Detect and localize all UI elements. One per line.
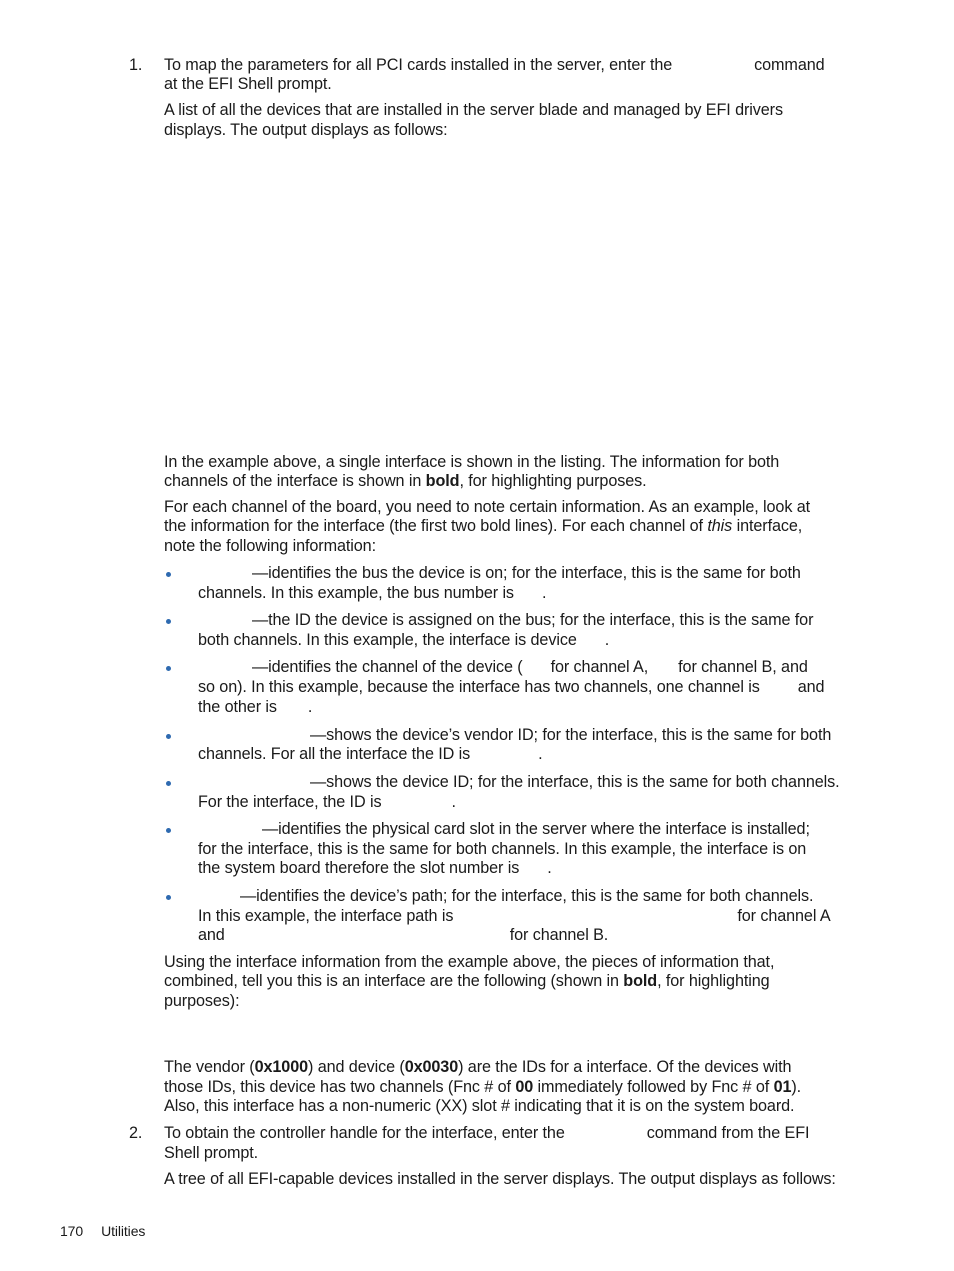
bullet-dot	[166, 781, 171, 786]
page-footer	[60, 1223, 145, 1239]
step-1-para-line-2: displays. The output displays as follows:	[164, 121, 448, 139]
bullet-device-line-2	[198, 631, 866, 651]
bullet-deviceid-text: —shows the device ID; for the interface, this is the same for both channels.	[310, 773, 840, 791]
bullet-device-period: .	[604, 631, 610, 649]
vendor-line-2-tail: ).	[791, 1078, 802, 1096]
bullet-device-text-2: both channels. In this example, the interface is device	[198, 631, 577, 649]
each-channel-line-3: note the following information:	[164, 537, 376, 555]
bullet-function-period: .	[307, 698, 313, 716]
vendor-line-2-text: those IDs, this device has two channels (Fnc # of	[164, 1078, 511, 1096]
bullet-slot-period: .	[547, 859, 552, 877]
vendor-line-3: Also, this interface has a non-numeric (XX) slot # indicating that it is on the system board.	[164, 1097, 795, 1115]
bullet-bus-period: .	[541, 584, 547, 602]
bullet-deviceid-line-2	[198, 793, 866, 813]
using-line-3: purposes):	[164, 992, 240, 1010]
bullet-slot-line-3	[198, 859, 866, 879]
using-bold-word: bold	[623, 972, 658, 990]
bullet-bus-text-2: channels. In this example, the bus number is	[198, 584, 514, 602]
bullet-function-text: —identifies the channel of the device (	[252, 658, 523, 676]
bullet-function-line-1	[198, 658, 866, 678]
using-line-2-tail: , for highlighting	[657, 972, 770, 990]
bullet-vendor-line-1	[198, 726, 866, 746]
each-channel-line-1: For each channel of the board, you need to note certain information. As an example, look at	[164, 498, 811, 516]
bullet-device-line-1	[198, 611, 866, 631]
bullet-function-line-2	[198, 678, 866, 698]
each-channel-line-2	[164, 517, 869, 537]
page-number: 170	[60, 1223, 84, 1239]
bullet-slot-text-3: the system board therefore the slot number is	[198, 859, 520, 877]
bullet-bus-text: —identifies the bus the device is on; for the interface, this is the same for both	[252, 564, 801, 582]
bullet-function-text-2b: and	[797, 678, 825, 696]
bullet-vendor-text-2: channels. For all the interface the ID is	[198, 745, 471, 763]
bullet-vendor-text: —shows the device’s vendor ID; for the interface, this is the same for both	[310, 726, 832, 744]
step-2-line-1	[164, 1124, 869, 1144]
step-2-line-1-text: To obtain the controller handle for the interface, enter the	[164, 1124, 565, 1142]
bullet-path-text-3: and	[198, 926, 225, 944]
vendor-line-1	[164, 1058, 869, 1078]
vendor-text-c: ) and device (	[308, 1058, 405, 1076]
vendor-line-2	[164, 1078, 869, 1098]
each-channel-line-2-tail: interface,	[736, 517, 803, 535]
bullet-slot-line-1	[198, 820, 866, 840]
bullet-dot	[166, 895, 171, 900]
step-2-line-2: Shell prompt.	[164, 1144, 259, 1162]
using-line-2	[164, 972, 869, 992]
bullet-vendor-line-2	[198, 745, 866, 765]
step-1-number: 1.	[129, 56, 143, 74]
example-bold-word: bold	[425, 472, 460, 490]
bullet-function-text-3: the other is	[198, 698, 277, 716]
using-line-2-text: combined, tell you this is an interface are the following (shown in	[164, 972, 619, 990]
each-channel-line-2-text: the information for the interface (the first two bold lines). For each channel of	[164, 517, 703, 535]
bullet-bus-line-1	[198, 564, 866, 584]
bullet-device-text: —the ID the device is assigned on the bus; for the interface, this is the same for	[252, 611, 814, 629]
step-1-line-1	[164, 56, 869, 76]
bullet-path-text-2b: for channel A	[737, 907, 831, 925]
each-channel-italic-word: this	[707, 517, 733, 535]
bullet-deviceid-line-1	[198, 773, 866, 793]
example-line-2-tail: , for highlighting purposes.	[459, 472, 647, 490]
bullet-path-text-3b: for channel B.	[509, 926, 609, 944]
example-line-1: In the example above, a single interface is shown in the listing. The information for both	[164, 453, 780, 471]
bullet-slot-line-2: for the interface, this is the same for both channels. In this example, the interface is on	[198, 840, 807, 858]
bullet-deviceid-text-2: For the interface, the ID is	[198, 793, 382, 811]
bullet-path-text: —identifies the device’s path; for the interface, this is the same for both channels.	[240, 887, 814, 905]
bullet-dot	[166, 619, 171, 624]
vendor-text-d: ) are the IDs for a interface. Of the devices with	[458, 1058, 792, 1076]
bullet-vendor-period: .	[538, 745, 543, 763]
example-line-2	[164, 472, 869, 492]
fnc-01-bold: 01	[773, 1078, 792, 1096]
step-1-line-2: at the EFI Shell prompt.	[164, 75, 332, 93]
bullet-deviceid-period: .	[451, 793, 456, 811]
bullet-function-text-c: for channel B, and	[678, 658, 808, 676]
using-line-1: Using the interface information from the example above, the pieces of information that,	[164, 953, 775, 971]
bullet-path-line-3	[198, 926, 866, 946]
bullet-function-line-3	[198, 698, 866, 718]
section-name: Utilities	[101, 1223, 146, 1239]
bullet-path-line-1	[198, 887, 866, 907]
vendor-line-2-mid: immediately followed by Fnc # of	[537, 1078, 770, 1096]
step-1-line-1-command: command	[754, 56, 825, 74]
bullet-dot	[166, 572, 171, 577]
bullet-function-text-b: for channel A,	[550, 658, 649, 676]
step-2-number: 2.	[129, 1124, 143, 1142]
fnc-00-bold: 00	[515, 1078, 534, 1096]
step-2-line-1-tail: command from the EFI	[646, 1124, 810, 1142]
bullet-function-text-2: so on). In this example, because the interface has two channels, one channel is	[198, 678, 760, 696]
bullet-path-line-2	[198, 907, 866, 927]
vendor-text-a: The vendor (	[164, 1058, 255, 1076]
example-line-2-text: channels of the interface is shown in	[164, 472, 422, 490]
bullet-dot	[166, 828, 171, 833]
bullet-path-text-2: In this example, the interface path is	[198, 907, 454, 925]
step-1-line-1-text: To map the parameters for all PCI cards installed in the server, enter the	[164, 56, 673, 74]
device-id-bold: 0x0030	[404, 1058, 459, 1076]
bullet-dot	[166, 734, 171, 739]
bullet-bus-line-2	[198, 584, 866, 604]
step-1-para-line-1: A list of all the devices that are installed in the server blade and managed by EFI drivers	[164, 101, 783, 119]
bullet-dot	[166, 666, 171, 671]
step-2-para: A tree of all EFI-capable devices installed in the server displays. The output displays as follows:	[164, 1170, 836, 1188]
vendor-id-bold: 0x1000	[254, 1058, 308, 1076]
bullet-slot-text: —identifies the physical card slot in the server where the interface is installed;	[262, 820, 810, 838]
